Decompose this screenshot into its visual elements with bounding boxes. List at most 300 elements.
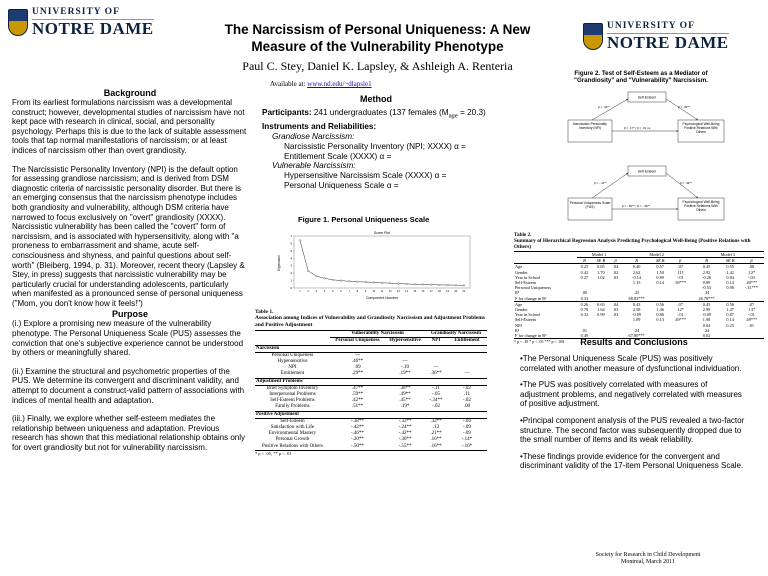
cell: 0.43 <box>692 301 722 307</box>
hns-instrument: Hypersensitive Narcissism Scale (XXXX) α = <box>284 171 447 181</box>
row-label: Hypersensitive <box>277 359 308 365</box>
method-heading: Method <box>360 94 392 104</box>
vulnerable-label: Vulnerable Narcissism: <box>272 161 356 171</box>
cell: .07 <box>739 301 764 307</box>
purpose-paragraph: (iii.) Finally, we explore whether self-esteem mediates the relationship between uniqueness and adaptation. Previous research has shown that this mediational relationship obtains only for overt grandiosity but not for vulnerability narcissism. <box>12 414 246 452</box>
x-tick-label: 21 <box>462 290 466 293</box>
table-row <box>255 385 487 392</box>
table1-caption: Table 1. <box>255 309 274 315</box>
x-tick-label: 13 <box>396 290 400 293</box>
row-label: F for change in R² <box>514 333 577 339</box>
cell: -.42** <box>351 425 364 431</box>
notre-dame-logo-right <box>583 22 729 51</box>
cell: .00 <box>581 290 588 296</box>
cell: 0.89 <box>702 280 711 286</box>
cell: -0.26 <box>702 274 712 280</box>
cell: 0.45 <box>692 264 722 270</box>
cell: -.42** <box>398 431 412 437</box>
path-b-label: β = .49** <box>680 181 692 185</box>
cell: -.20** <box>351 437 364 443</box>
cell: .01 <box>581 327 588 333</box>
cell: .47** <box>351 385 364 391</box>
y-tick-label: 0 <box>290 286 292 290</box>
row-label: Family Problems <box>275 404 310 410</box>
cell: -.33** <box>398 418 412 424</box>
cell: .12* <box>747 269 756 275</box>
cell: .07 <box>669 264 692 270</box>
row-label: Personal Uniqueness <box>271 352 314 358</box>
cell: .12* <box>676 307 684 313</box>
table2 <box>514 232 764 344</box>
data-point <box>340 280 342 282</box>
column-header: Personal Uniqueness <box>335 338 380 344</box>
cell: -.09 <box>463 425 471 431</box>
cell: 2.62 <box>632 269 641 275</box>
method-section <box>262 95 490 191</box>
row-label: NPI <box>288 365 297 371</box>
path-b <box>666 173 698 198</box>
participants-sub: age <box>448 113 458 120</box>
path-c-label: β = -.50** / β = -.38** <box>622 204 650 208</box>
cell: .25 <box>633 290 640 296</box>
purpose-heading: Purpose <box>111 309 148 320</box>
section-header: Adjustment Problems <box>255 378 487 385</box>
cell: .11 <box>463 392 470 398</box>
column-header: B <box>635 258 638 264</box>
x-axis-label: Component Number <box>365 296 399 300</box>
y-tick-label: 1 <box>290 278 292 283</box>
row-label: Self-Esteem <box>515 317 536 323</box>
cell: 0.14 <box>726 280 734 286</box>
data-point <box>324 278 326 280</box>
cell <box>447 352 487 359</box>
x-tick-label: 14 <box>405 290 409 293</box>
column-header: β <box>679 258 682 264</box>
y-tick-label: 5 <box>290 248 292 253</box>
cell: .49** <box>399 392 411 398</box>
cell: 0.40 <box>622 264 652 270</box>
cell: 1.42 <box>726 269 734 275</box>
cell: 0.87 <box>726 312 734 318</box>
row-label: Entitlement <box>280 371 305 377</box>
data-point <box>463 285 465 287</box>
cell: 26.79*** <box>698 295 715 301</box>
column-header: Entitlement <box>454 338 480 344</box>
cell: .49*** <box>745 317 758 323</box>
path-a <box>592 173 628 198</box>
predictor-label: Personal Uniqueness Scale (PUS) <box>569 201 611 209</box>
table-row <box>255 418 487 425</box>
pus-instrument: Personal Uniqueness Scale α = <box>284 181 399 191</box>
cell: 0.65 <box>592 301 609 307</box>
instruments-label: Instruments and Reliabilities: <box>262 122 377 132</box>
conference-footer <box>583 552 713 566</box>
cell: 0.86 <box>656 312 664 318</box>
logo-line2: NOTRE DAME <box>32 18 154 38</box>
table1 <box>255 309 487 456</box>
bottom-mediation-model <box>568 166 724 220</box>
cell: .01 <box>748 322 755 328</box>
table-row <box>255 444 487 451</box>
column-header: SE B <box>655 258 665 264</box>
cell: 2.58 <box>632 307 641 313</box>
model-header: Model 1 <box>577 252 622 258</box>
cell: 67.80*** <box>622 333 652 339</box>
cell: 1.09 <box>632 317 641 323</box>
y-axis-label: Eigenvalue <box>277 255 281 271</box>
cell: -.01 <box>676 312 684 318</box>
row-label: F for change in R² <box>515 295 547 301</box>
row-label: Self-Esteem <box>280 418 305 424</box>
cell: 1.02 <box>597 274 605 280</box>
cell: 0.55 <box>722 264 739 270</box>
y-tick-label: 4 <box>290 256 292 261</box>
data-points <box>299 240 465 287</box>
cell: .08 <box>739 264 764 270</box>
cell: 0.65 <box>592 264 609 270</box>
cell: -0.09 <box>702 312 712 318</box>
cell: — <box>464 371 470 377</box>
results-list <box>520 354 748 471</box>
cell: .19* <box>400 404 410 410</box>
row-label: Year in School <box>515 274 541 280</box>
cell: 1.08 <box>702 317 711 323</box>
outcome-label: Psychological Well-Being Positive Relations With Others <box>682 122 720 134</box>
data-point <box>455 284 457 286</box>
cell: 0.89 <box>656 274 664 280</box>
available-link[interactable]: www.nd.edu/~dlapsle1 <box>307 80 372 88</box>
path-b <box>666 99 698 120</box>
table2-grid <box>514 251 764 339</box>
cell: 0.84 <box>726 274 734 280</box>
table1-note: * p < .05, ** p < .01 <box>255 450 292 456</box>
figure1-caption: Figure 1. Personal Uniqueness Scale <box>298 215 430 224</box>
row-label: Age <box>514 264 577 270</box>
cell: 1.50 <box>656 269 664 275</box>
data-point <box>406 283 408 285</box>
cell: .45** <box>399 398 411 404</box>
entitlement-instrument: Entitlement Scale (XXXX) α = <box>284 151 392 161</box>
row-label: Interpersonal Problems <box>269 392 316 398</box>
cell: 0.96 <box>726 285 734 291</box>
x-tick-label: 10 <box>372 290 376 293</box>
cell: -.24** <box>398 425 412 431</box>
cell: 1.46 <box>656 307 664 313</box>
cell: -0.14 <box>632 274 642 280</box>
cell: 0.13 <box>656 317 664 323</box>
cell: 0.43 <box>622 301 652 307</box>
logo-line2: NOTRE DAME <box>607 32 729 52</box>
result-bullet: •The PUS was positively correlated with measures of adjustment problems, and negatively correlated with measures of positive adjustment. <box>520 380 742 409</box>
cell: 0.99 <box>597 312 605 318</box>
row-label: Self-Esteem <box>515 280 536 286</box>
data-point <box>332 279 334 281</box>
cell: .29** <box>351 371 364 377</box>
row-label: Self-Esteem Problems <box>270 398 315 404</box>
purpose-paragraph: (ii.) Examine the structural and psychometric properties of the PUS. We determine its convergent and discriminant validity, and attempt to document a construct-valid pattern of associations with indices of mental health and adaptation. <box>12 366 245 405</box>
poster-title: The Narcissism of Personal Uniqueness: A New Measure of the Vulnerability Phenotype <box>224 22 531 54</box>
data-point <box>299 240 301 242</box>
cell: -.16* <box>447 444 487 451</box>
mediator-label: Self-Esteem <box>637 169 657 174</box>
column-header: β <box>750 258 753 264</box>
authors: Paul C. Stey, Daniel K. Lapsley, & Ashleigh A. Renteria <box>242 59 513 73</box>
predictor-label: Narcissistic Personality Inventory (NPI) <box>573 122 607 130</box>
data-point <box>365 281 367 283</box>
results-heading: Results and Conclusions <box>580 337 688 347</box>
column-header: SE B <box>596 258 606 264</box>
cell: 0.57 <box>652 264 669 270</box>
x-tick-label: 5 <box>332 290 334 293</box>
table1-title: Association among Indices of Vulnerability and Grandiosity Narcissism and Adjustment Problems and Positive Adjustment <box>255 315 485 328</box>
y-ticks <box>290 234 294 290</box>
cell: 1.64 <box>597 307 605 313</box>
row-label: Satisfaction with Life <box>270 425 315 431</box>
cell: -.02 <box>463 398 471 404</box>
participants-end: = 20.3) <box>457 107 486 117</box>
participants-text: 241 undergraduates (137 females (M <box>311 107 449 117</box>
cell: 68.83*** <box>628 295 645 301</box>
row-label: Age <box>514 301 577 307</box>
result-bullet: •Principal component analysis of the PUS revealed a two-factor structure. The second factor was subsequently dropped due to the small number of items and its weak reliability. <box>520 415 745 445</box>
cell: .03 <box>612 312 619 318</box>
path-b-label: β = .49** <box>678 105 690 109</box>
row-label: NPI <box>515 322 522 328</box>
path-c-label: β = .17* / β = .01 ns <box>624 126 651 130</box>
cell: .02 <box>612 269 619 275</box>
cell: .40*** <box>745 280 758 286</box>
cell: .09 <box>354 365 361 371</box>
column-header: NPI <box>431 338 441 344</box>
cell <box>385 352 425 359</box>
cell: .04 <box>610 264 622 270</box>
grandiose-label: Grandiose Narcissism: <box>272 132 355 142</box>
data-point <box>430 284 432 286</box>
results-section <box>520 337 748 478</box>
footer-line1: Society for Research in Child Development <box>595 552 701 558</box>
cell: .04 <box>610 301 622 307</box>
path-a <box>592 99 628 120</box>
x-ticks <box>299 289 466 293</box>
table-row <box>255 371 487 378</box>
x-tick-label: 1 <box>299 290 301 293</box>
cell: .13* <box>747 307 756 313</box>
group-header: Grandiosity Narcissism <box>425 331 487 338</box>
x-tick-label: 16 <box>421 290 425 293</box>
column-header: B <box>583 258 586 264</box>
cell: -.11 <box>432 385 440 391</box>
cell: -.02 <box>432 404 440 410</box>
x-tick-label: 12 <box>388 290 392 293</box>
cell: 0.02 <box>692 333 722 339</box>
path-a-label: β = .34** <box>598 105 610 109</box>
notre-dame-logo-left <box>8 8 154 37</box>
x-tick-label: 8 <box>356 290 359 293</box>
section-header: Narcissism <box>255 345 487 352</box>
data-point <box>414 283 416 285</box>
left-column <box>12 88 248 453</box>
data-point <box>316 275 318 277</box>
x-tick-label: 20 <box>454 290 458 293</box>
table2-caption: Table 2. <box>514 232 532 238</box>
cell: 0.56 <box>722 301 739 307</box>
crest-icon <box>8 9 28 36</box>
cell: -.34** <box>429 398 443 404</box>
row-label: R² <box>515 290 520 296</box>
x-tick-label: 19 <box>446 290 450 293</box>
scree-plot-title: Scree Plot <box>373 231 391 235</box>
section-header: Positive Adjustment <box>255 411 487 418</box>
cell: 0.42 <box>580 269 589 275</box>
y-tick-label: 6 <box>290 241 292 246</box>
logo-line1: UNIVERSITY OF <box>32 8 154 20</box>
figure2-caption: Figure 2. Test of Self-Esteem as a Mediator of "Grandiosity" and "Vulnerability" Narcissism. <box>574 70 708 85</box>
row-label: Personal Uniqueness <box>515 285 551 291</box>
x-tick-label: 6 <box>340 290 342 293</box>
cell: .21** <box>430 431 442 437</box>
cell: — <box>354 352 360 358</box>
cell: -.46** <box>351 431 364 437</box>
model-header: Model 2 <box>622 252 692 258</box>
y-tick-label: 3 <box>290 263 292 268</box>
y-tick-label: 2 <box>290 271 292 276</box>
data-point <box>357 281 359 283</box>
cell: .11† <box>676 269 684 275</box>
row-label: Gender <box>515 269 528 275</box>
cell: .51** <box>351 404 364 410</box>
cell: .38** <box>399 385 411 391</box>
footer-line2: Montreal, March 2011 <box>621 559 675 565</box>
cell: 0.56 <box>652 301 669 307</box>
cell: -.55** <box>385 444 425 451</box>
x-tick-label: 11 <box>380 290 384 293</box>
column-header: SE B <box>725 258 735 264</box>
cell: .03 <box>612 307 619 313</box>
cell: 0.78 <box>580 307 589 313</box>
result-bullet: •The Personal Uniqueness Scale (PUS) was positively correlated with another measure of dysfunctional individuation. <box>520 354 742 373</box>
row-label: Brief Symptom Inventory <box>266 385 319 391</box>
row-label: Gender <box>515 307 528 313</box>
cell: .50*** <box>674 280 687 286</box>
cell: -.14* <box>461 437 473 443</box>
cell: 0.33 <box>580 295 589 301</box>
npi-instrument: Narcissistic Personality Inventory (NPI; XXXX) α = <box>284 141 466 151</box>
cell: .03 <box>612 274 619 280</box>
outcome-label: Psychological Well-Being Positive Relations With Others <box>682 200 720 212</box>
cell: .07 <box>669 301 692 307</box>
mediation-diagram <box>560 90 730 230</box>
path-a-label: β = -.41** <box>594 181 607 185</box>
model-header: Model 3 <box>692 252 764 258</box>
cell: 0.14 <box>726 317 734 323</box>
cell: .46** <box>351 359 364 365</box>
cell: 0.25 <box>577 264 593 270</box>
x-tick-label: 4 <box>323 290 326 293</box>
table2-title: Summary of Hierarchical Regression Analysis Predicting Psychological Well-Being (Positive Relations with Others) <box>514 238 751 250</box>
data-point <box>422 284 424 286</box>
cell: -0.09 <box>632 312 642 318</box>
plot-frame <box>294 236 470 288</box>
cell: .59** <box>351 392 364 398</box>
background-paragraph: The Narcissistic Personality Inventory (NPI) is the default option for assessing grandiose narcissism; and is derived from DSM diagnostic criteria of narcissistic personality disorder. But there is an emerging consensus that the narcissism phenotype includes both grandiosity and vulnerability, although DSM criteria have narrowed to focus exclusively on "overt" grandiosity (XXXX). Narcissistic vulnerability has been called the "covert" form of narcissism, and is associated with hypersensitivity, along with "a proneness to embarrassment and shame, acute self-consciousness and shyness, and painful questions about self-worth" (Bleiberg, 1994, p. 31). Moreover, recent theory (Lapsley & Stey, in press) suggests that narcissistic vulnerability may be particularly crucial for understanding adolescents, particularly when manifested as a pronounced sense of personal uniqueness ("Mom, you don't know how it feels!") <box>12 164 245 308</box>
cell: -.31*** <box>744 285 759 291</box>
logo-line1: UNIVERSITY OF <box>607 22 729 34</box>
cell: .36** <box>430 371 442 377</box>
cell: -.09 <box>463 431 471 437</box>
x-tick-label: 18 <box>437 290 441 293</box>
data-point <box>439 284 441 286</box>
cell: -.01 <box>747 312 755 318</box>
availability <box>270 80 372 88</box>
table-row <box>255 352 487 359</box>
participants <box>262 108 490 122</box>
x-tick-label: 15 <box>413 290 417 293</box>
top-mediation-model <box>568 92 724 142</box>
group-header: Vulnerability Narcissism <box>330 331 425 338</box>
row-label: Personal Growth <box>275 437 310 443</box>
data-point <box>398 283 400 285</box>
cell: 2.99 <box>702 307 711 313</box>
row-label: Positive Relations with Others <box>255 444 330 451</box>
cell: .00 <box>463 404 471 410</box>
cell: .12 <box>432 425 440 431</box>
data-point <box>389 282 391 284</box>
cell: -0.53 <box>702 285 712 291</box>
cell: .16** <box>430 437 442 443</box>
participants-label: Participants: <box>262 107 312 117</box>
cell <box>425 352 447 359</box>
cell: 1.47 <box>726 307 734 313</box>
data-point <box>381 282 383 284</box>
mediator-label: Self-Esteem <box>637 95 657 100</box>
x-tick-label: 7 <box>348 290 350 293</box>
cell: -.50** <box>330 444 385 451</box>
cell: 1.70 <box>597 269 605 275</box>
purpose-paragraph: (i.) Explore a promising new measure of the vulnerability phenotype. The Personal Uniqueness Scale (PUS) assesses the conviction that one's subjective experience cannot be understood by others or meaningfully shared. <box>12 319 244 358</box>
scree-plot <box>272 230 472 302</box>
row-label: Year in School <box>515 312 541 318</box>
cell: .42** <box>351 398 364 404</box>
y-tick-label: 7 <box>290 234 292 238</box>
cell: 0.23 <box>726 322 734 328</box>
cell: .16** <box>425 444 447 451</box>
column-header: β <box>614 258 617 264</box>
cell: -.38** <box>351 418 364 424</box>
x-tick-label: 9 <box>364 290 367 293</box>
cell: -.05 <box>432 392 440 398</box>
x-tick-label: 17 <box>429 290 433 293</box>
cell: 0.32 <box>580 312 589 318</box>
crest-icon <box>583 23 603 50</box>
table1-grid <box>255 330 487 451</box>
column-header: Hypersensitive <box>389 338 421 344</box>
cell: 0.14 <box>656 280 664 286</box>
cell: -.02 <box>463 385 471 391</box>
available-prefix: Available at: <box>270 80 308 88</box>
background-paragraph: From its earliest formulations narcissism was a developmental construct; however, developmental studies of narcissism have not kept pace with research in clinical, social, and personality psychology. Perhaps this is due to the lack of suitable assessment tools that tap normal manifestations of narcissism; or at least indices of narcissism other than overt grandiosity. <box>12 98 247 155</box>
cell: .32** <box>430 418 442 424</box>
row-label: Environmental Mastery <box>268 431 317 437</box>
cell: 1.15 <box>632 280 641 286</box>
data-point <box>348 281 350 283</box>
cell: 0.26 <box>577 301 593 307</box>
row-label: R² <box>515 327 520 333</box>
cell: — <box>402 359 408 365</box>
cell: .24 <box>703 327 710 333</box>
cell: 0.27 <box>580 274 589 280</box>
cell: .34 <box>703 290 710 296</box>
cell: .19** <box>399 371 411 377</box>
